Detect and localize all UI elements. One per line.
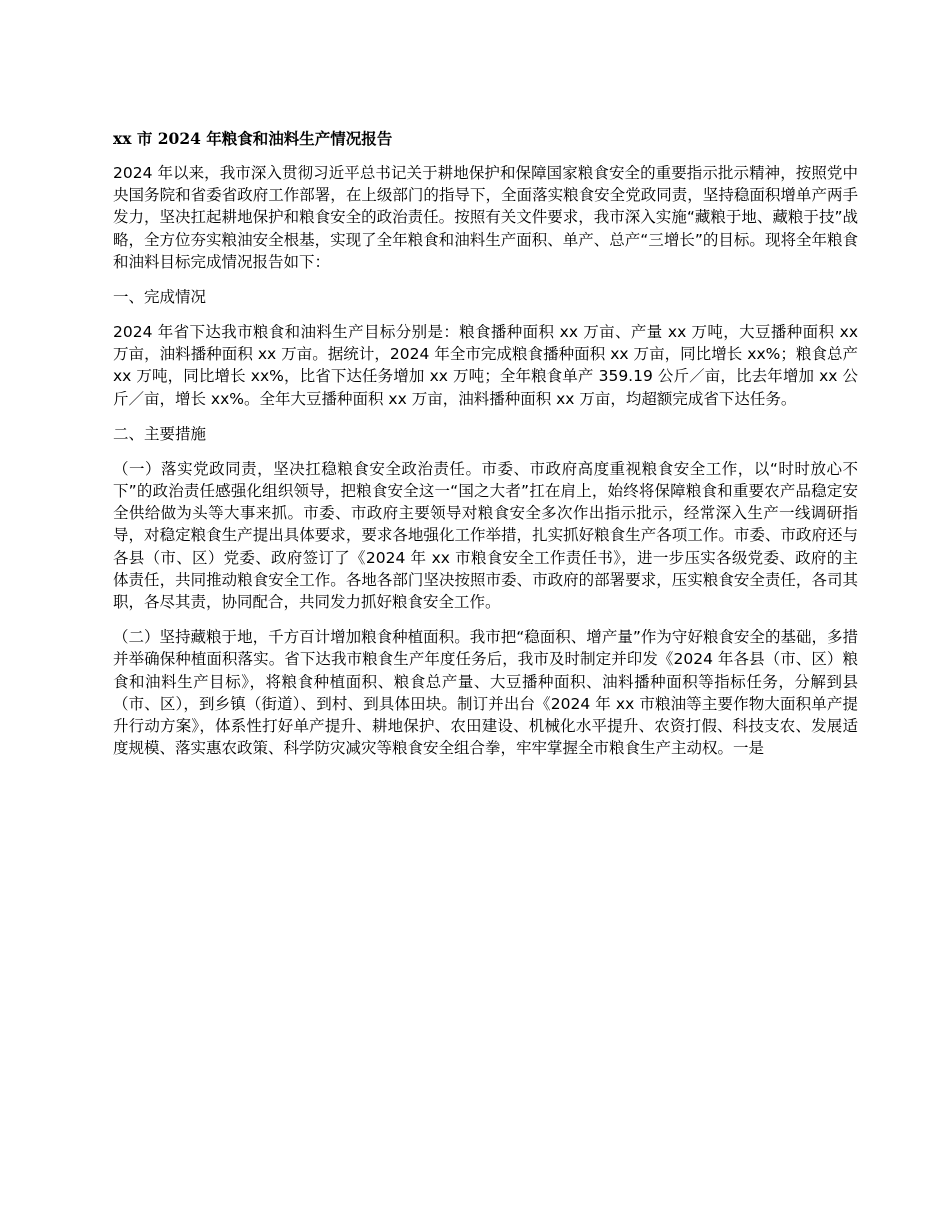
section-heading-measures: 二、主要措施 [113, 424, 207, 443]
section-heading-completion: 一、完成情况 [113, 288, 207, 307]
measures-paragraph-1: （一）落实党政同责，坚决扛稳粮食安全政治责任。市委、市政府高度重视粮食安全工作，以“时时放心不下”的政治责任感强化组织领导，把粮食安全这一“国之大者”扛在肩上，始终将保障粮食和重要农产品稳定安全供给做为头等大事来抓。市委、市政府主要领导对粮食安全多次作出指示批示，经常深入生产一线调研指导，对稳定粮食生产提出具体要求，要求各地强化工作举措，扎实抓好粮食生产各项工作。市委、市政府还与各县（市、区）党委、政府签订了《2024 年 xx 市粮食安全工作责任书》，进一步压实各级党委、政府的主体责任，共同推动粮食安全工作。各地各部门坚决按照市委、市政府的部署要求，压实粮食安全责任，各司其职，各尽其责，协同配合，共同发力抓好粮食安全工作。 [113, 459, 858, 612]
measures-paragraph-2: （二）坚持藏粮于地，千方百计增加粮食种植面积。我市把“稳面积、增产量”作为守好粮食安全的基础，多措并举确保种植面积落实。省下达我市粮食生产年度任务后，我市及时制定并印发《2024 年各县（市、区）粮食和油料生产目标》，将粮食种植面积、粮食总产量、大豆播种面积、油料播种面积等指标任务，分解到县（市、区），到乡镇（街道）、到村、到具体田块。制订并出台《2024 年 xx 市粮油等主要作物大面积单产提升行动方案》，体系性打好单产提升、耕地保护、农田建设、机械化水平提升、农资打假、科技支农、发展适度规模、落实惠农政策、科学防灾减灾等粮食安全组合拳，牢牢掌握全市粮食生产主动权。一是 [113, 628, 858, 758]
completion-paragraph: 2024 年省下达我市粮食和油料生产目标分别是：粮食播种面积 xx 万亩、产量 xx 万吨，大豆播种面积 xx 万亩，油料播种面积 xx 万亩。据统计，2024 年全市完成粮食播种面积 xx 万亩，同比增长 xx%；粮食总产 xx 万吨，同比增长 xx%，比省下达任务增加 xx 万吨；全年粮食单产 359.19 公斤／亩，比去年增加 xx 公斤／亩，增长 xx%。全年大豆播种面积 xx 万亩，油料播种面积 xx 万亩，均超额完成省下达任务。 [113, 323, 858, 408]
document-title: xx 市 2024 年粮食和油料生产情况报告 [113, 129, 393, 148]
document-page [113, 128, 858, 772]
intro-paragraph: 2024 年以来，我市深入贯彻习近平总书记关于耕地保护和保障国家粮食安全的重要指示批示精神，按照党中央国务院和省委省政府工作部署，在上级部门的指导下，全面落实粮食安全党政同责，坚持稳面积增单产两手发力，坚决扛起耕地保护和粮食安全的政治责任。按照有关文件要求，我市深入实施“藏粮于地、藏粮于技”战略，全方位夯实粮油安全根基，实现了全年粮食和油料生产面积、单产、总产“三增长”的目标。现将全年粮食和油料目标完成情况报告如下： [113, 164, 858, 271]
